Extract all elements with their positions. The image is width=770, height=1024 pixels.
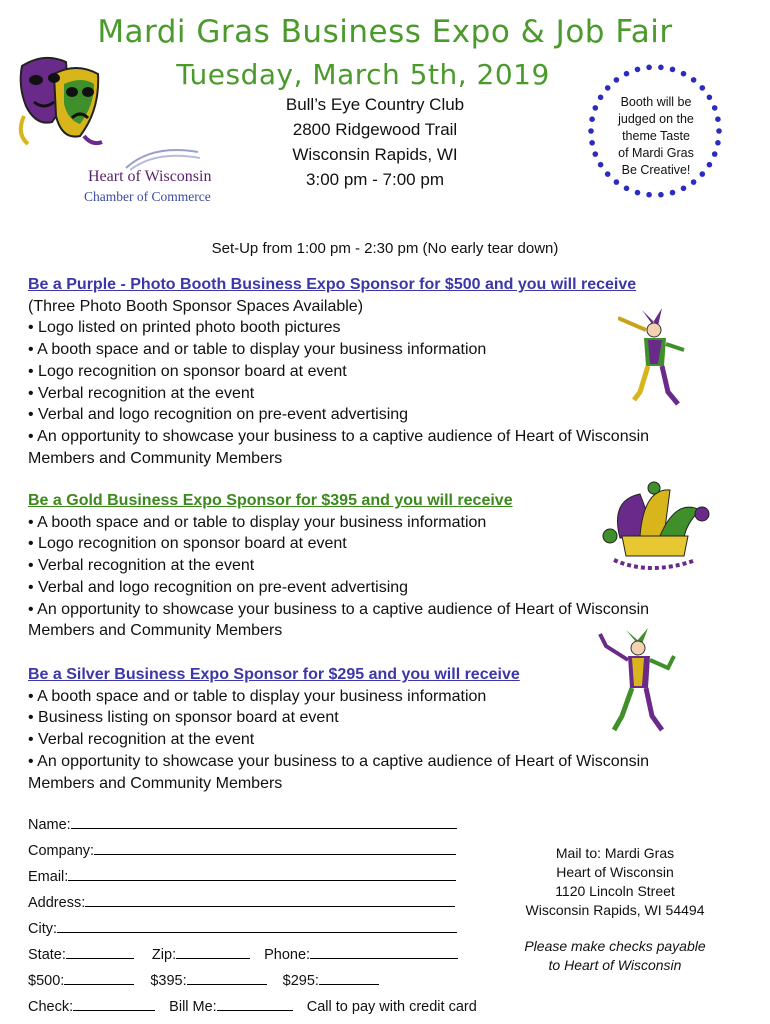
- level-295-label: $295:: [282, 973, 319, 989]
- bead-dot: [700, 85, 706, 91]
- silver-sponsor-heading: Be a Silver Business Expo Sponsor for $295 and you will receive: [28, 666, 520, 683]
- booth-note-line: Booth will be: [620, 95, 692, 109]
- address-field[interactable]: [85, 892, 455, 907]
- email-row: [28, 866, 456, 885]
- bead-dot: [712, 105, 718, 111]
- bead-dot: [681, 186, 687, 192]
- bead-dot: [658, 65, 664, 71]
- venue-city: Wisconsin Rapids, WI: [292, 145, 458, 164]
- benefit-item: • Verbal and logo recognition on pre-event advertising: [28, 578, 409, 596]
- checks-line: Please make checks payable: [524, 938, 706, 954]
- level-500-field[interactable]: [64, 970, 134, 985]
- benefit-item: • Verbal recognition at the event: [28, 731, 255, 749]
- email-field[interactable]: [68, 866, 456, 881]
- jester-trumpet-image: [618, 300, 692, 412]
- name-label: Name:: [28, 817, 71, 833]
- city-row: [28, 918, 457, 937]
- benefit-item: • A booth space and or table to display your business information: [28, 341, 487, 359]
- benefit-item: • Verbal recognition at the event: [28, 384, 255, 402]
- benefit-item: • An opportunity to showcase your business to a captive audience of Heart of Wisconsin: [28, 752, 650, 770]
- purple-sponsor-subtitle: (Three Photo Booth Sponsor Spaces Available): [28, 297, 364, 315]
- bead-dot: [635, 190, 641, 196]
- phone-label: Phone:: [264, 947, 311, 963]
- benefit-item: • An opportunity to showcase your business to a captive audience of Heart of Wisconsin: [28, 600, 650, 618]
- event-time: 3:00 pm - 7:00 pm: [306, 170, 444, 189]
- bead-dot: [624, 186, 630, 192]
- bead-dot: [691, 77, 697, 83]
- bead-dot: [658, 192, 664, 198]
- level-500-label: $500:: [28, 973, 65, 989]
- benefit-item: • A booth space and or table to display your business information: [28, 513, 487, 531]
- bead-dot: [598, 95, 604, 101]
- benefit-item: • A booth space and or table to display your business information: [28, 687, 487, 705]
- bead-dot: [593, 105, 599, 111]
- level-395-label: $395:: [150, 973, 187, 989]
- state-label: State:: [28, 947, 66, 963]
- bill-me-label: Bill Me:: [169, 999, 217, 1015]
- city-field[interactable]: [57, 918, 457, 933]
- bead-dot: [624, 71, 630, 77]
- company-row: [28, 840, 456, 859]
- benefit-item: Members and Community Members: [28, 622, 283, 640]
- purple-sponsor-heading: Be a Purple - Photo Booth Business Expo Sponsor for $500 and you will receive: [28, 276, 637, 293]
- name-row: [28, 814, 457, 833]
- chamber-logo: [82, 142, 217, 210]
- booth-note-line: theme Taste: [622, 129, 690, 143]
- benefit-item: Members and Community Members: [28, 449, 283, 467]
- bead-dot: [707, 162, 713, 168]
- bead-dot: [598, 162, 604, 168]
- benefit-item: • Logo recognition on sponsor board at event: [28, 535, 347, 553]
- event-title: Mardi Gras Business Expo & Job Fair: [97, 14, 673, 50]
- benefit-item: • Business listing on sponsor board at event: [28, 709, 339, 727]
- mail-line: Wisconsin Rapids, WI 54494: [525, 902, 705, 918]
- jester-hat-image: [600, 480, 710, 572]
- bead-dot: [589, 116, 595, 122]
- booth-note-line: of Mardi Gras: [618, 146, 694, 160]
- bead-dot: [593, 151, 599, 157]
- address-label: Address:: [28, 895, 86, 911]
- bead-dot: [707, 95, 713, 101]
- level-395-field[interactable]: [187, 970, 267, 985]
- mail-line: 1120 Lincoln Street: [555, 883, 675, 899]
- venue-name: Bull’s Eye Country Club: [285, 95, 465, 114]
- level-295-field[interactable]: [319, 970, 379, 985]
- gold-sponsor-heading: Be a Gold Business Expo Sponsor for $395 and you will receive: [28, 492, 513, 509]
- venue-address: 2800 Ridgewood Trail: [292, 120, 458, 139]
- bead-dot: [589, 140, 595, 146]
- benefit-item: • Logo listed on printed photo booth pictures: [28, 319, 341, 337]
- bead-dot: [646, 65, 652, 71]
- benefit-item: • Verbal and logo recognition on pre-event advertising: [28, 406, 409, 424]
- logo-subtitle: Chamber of Commerce: [84, 189, 211, 204]
- address-row: [28, 892, 455, 911]
- check-label: Check:: [28, 999, 74, 1015]
- bead-dot: [712, 151, 718, 157]
- mailing-address: [500, 844, 730, 920]
- state-zip-phone-row: [28, 944, 458, 963]
- credit-card-note: Call to pay with credit card: [306, 999, 477, 1015]
- mail-line: Heart of Wisconsin: [556, 864, 674, 880]
- mail-line: Mail to: Mardi Gras: [555, 845, 675, 861]
- email-label: Email:: [28, 869, 69, 885]
- benefit-item: • Verbal recognition at the event: [28, 557, 255, 575]
- bead-dot: [588, 128, 594, 134]
- benefit-item: Members and Community Members: [28, 774, 283, 792]
- bill-me-field[interactable]: [217, 996, 293, 1011]
- event-date: Tuesday, March 5th, 2019: [176, 58, 550, 91]
- company-label: Company:: [28, 843, 95, 859]
- checks-line: to Heart of Wisconsin: [548, 957, 682, 973]
- state-field[interactable]: [66, 944, 134, 959]
- bead-dot: [605, 85, 611, 91]
- city-label: City:: [28, 921, 57, 937]
- benefit-item: • An opportunity to showcase your business to a captive audience of Heart of Wisconsin: [28, 427, 650, 445]
- booth-judging-note: [606, 94, 706, 179]
- logo-name: Heart of Wisconsin: [88, 168, 212, 185]
- bead-dot: [715, 140, 721, 146]
- zip-label: Zip:: [151, 947, 177, 963]
- company-field[interactable]: [94, 840, 456, 855]
- bead-dot: [691, 179, 697, 185]
- payment-row: [28, 996, 477, 1015]
- benefit-item: • Logo recognition on sponsor board at event: [28, 362, 347, 380]
- bead-dot: [614, 179, 620, 185]
- bead-dot: [670, 190, 676, 196]
- bead-dot: [681, 71, 687, 77]
- jester-dancing-image: [596, 626, 678, 738]
- check-field[interactable]: [73, 996, 155, 1011]
- name-field[interactable]: [71, 814, 457, 829]
- bead-dot: [716, 128, 722, 134]
- bead-dot: [614, 77, 620, 83]
- sponsor-level-row: [28, 970, 379, 989]
- bead-dot: [635, 67, 641, 73]
- booth-note-line: Be Creative!: [621, 163, 691, 177]
- bead-dot: [715, 116, 721, 122]
- zip-field[interactable]: [176, 944, 250, 959]
- booth-note-line: judged on the: [618, 112, 694, 126]
- mardi-gras-masks-image: [14, 44, 104, 154]
- bead-dot: [646, 192, 652, 198]
- phone-field[interactable]: [310, 944, 458, 959]
- setup-time: Set-Up from 1:00 pm - 2:30 pm (No early tear down): [211, 240, 559, 257]
- venue-info: [240, 92, 510, 192]
- check-payable-note: [500, 937, 730, 975]
- bead-dot: [670, 67, 676, 73]
